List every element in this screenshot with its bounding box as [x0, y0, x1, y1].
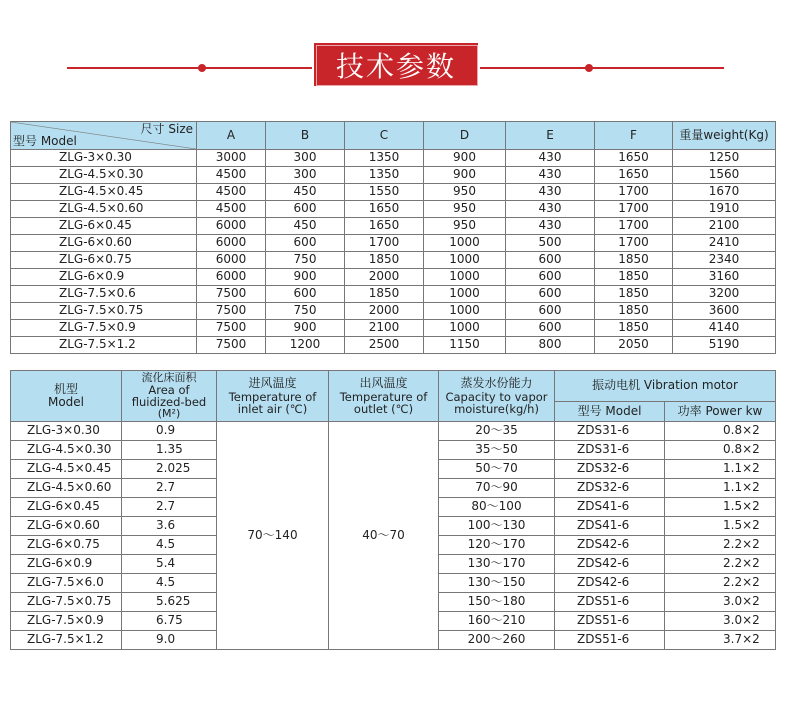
cell-d: 1000 [424, 303, 506, 320]
table-row [11, 286, 776, 303]
cell-model: ZLG-7.5×1.2 [11, 337, 197, 354]
table-row [11, 167, 776, 184]
area-header-en: Area of fluidized-bed [131, 382, 207, 409]
cell-e: 430 [506, 201, 595, 218]
cell-motor-model: ZDS42-6 [555, 536, 665, 555]
cell-motor-model: ZDS32-6 [555, 460, 665, 479]
cell-c: 1650 [345, 218, 424, 235]
cell-f: 1650 [595, 150, 673, 167]
cell-f: 1850 [595, 303, 673, 320]
cell-f: 1700 [595, 218, 673, 235]
cell-motor-model: ZDS31-6 [555, 441, 665, 460]
cell-capacity: 35～50 [439, 441, 555, 460]
cell-e: 600 [506, 286, 595, 303]
cell-c: 2100 [345, 320, 424, 337]
cell-model: ZLG-7.5×1.2 [11, 631, 122, 650]
cell-model: ZLG-6×0.60 [11, 235, 197, 252]
cell-d: 900 [424, 167, 506, 184]
cell-b: 450 [266, 218, 345, 235]
cell-motor-power: 2.2×2 [665, 574, 776, 593]
cell-a: 6000 [197, 235, 266, 252]
cell-e: 600 [506, 252, 595, 269]
cell-model: ZLG-7.5×0.75 [11, 593, 122, 612]
cell-d: 950 [424, 184, 506, 201]
cell-capacity: 80～100 [439, 498, 555, 517]
cell-c: 1550 [345, 184, 424, 201]
table-row [11, 269, 776, 286]
cell-e: 800 [506, 337, 595, 354]
table-row [11, 303, 776, 320]
cell-b: 750 [266, 303, 345, 320]
table-row [11, 337, 776, 354]
cell-motor-model: ZDS41-6 [555, 498, 665, 517]
cell-weight: 2410 [673, 235, 776, 252]
diagonal-header-cell [11, 122, 196, 149]
cell-model: ZLG-7.5×0.9 [11, 320, 197, 337]
cell-e: 430 [506, 218, 595, 235]
cell-weight: 2340 [673, 252, 776, 269]
outlet-temp-header-en: Temperature of outlet (℃) [339, 389, 428, 416]
cell-capacity: 20～35 [439, 422, 555, 441]
column-header-f: F [595, 122, 673, 150]
capacity-header-en: Capacity to vapor moisture(kg/h) [445, 389, 548, 416]
cell-motor-power: 1.1×2 [665, 460, 776, 479]
cell-d: 1000 [424, 252, 506, 269]
cell-a: 7500 [197, 337, 266, 354]
inlet-temp-header [217, 371, 329, 422]
cell-f: 1650 [595, 167, 673, 184]
table-row [11, 235, 776, 252]
column-header-weight: 重量weight(Kg) [673, 122, 776, 150]
cell-d: 900 [424, 150, 506, 167]
cell-d: 1000 [424, 269, 506, 286]
cell-motor-power: 1.5×2 [665, 498, 776, 517]
title-divider-left [67, 67, 313, 69]
cell-b: 900 [266, 320, 345, 337]
cell-weight: 3600 [673, 303, 776, 320]
cell-capacity: 150～180 [439, 593, 555, 612]
cell-capacity: 120～170 [439, 536, 555, 555]
cell-c: 2500 [345, 337, 424, 354]
cell-b: 600 [266, 235, 345, 252]
table-row [11, 218, 776, 235]
cell-model: ZLG-4.5×0.60 [11, 201, 197, 218]
table-row [11, 150, 776, 167]
cell-d: 950 [424, 201, 506, 218]
cell-b: 600 [266, 201, 345, 218]
cell-weight: 1910 [673, 201, 776, 218]
cell-area: 2.7 [122, 479, 217, 498]
inlet-temp-header-cn: 进风温度 [248, 376, 297, 391]
cell-area: 3.6 [122, 517, 217, 536]
cell-e: 500 [506, 235, 595, 252]
performance-header-row [11, 371, 776, 402]
cell-a: 3000 [197, 150, 266, 167]
cell-motor-power: 2.2×2 [665, 555, 776, 574]
column-header-d: D [424, 122, 506, 150]
cell-d: 1000 [424, 235, 506, 252]
vibration-motor-header: 振动电机 Vibration motor [555, 371, 776, 402]
cell-f: 1850 [595, 252, 673, 269]
column-header-c: C [345, 122, 424, 150]
cell-model: ZLG-6×0.75 [11, 536, 122, 555]
cell-model: ZLG-6×0.45 [11, 218, 197, 235]
cell-motor-model: ZDS51-6 [555, 593, 665, 612]
cell-motor-model: ZDS42-6 [555, 555, 665, 574]
cell-motor-power: 1.1×2 [665, 479, 776, 498]
cell-f: 2050 [595, 337, 673, 354]
cell-capacity: 100～130 [439, 517, 555, 536]
model-label: 型号 Model [13, 133, 77, 148]
cell-motor-model: ZDS32-6 [555, 479, 665, 498]
cell-model: ZLG-3×0.30 [11, 150, 197, 167]
cell-motor-model: ZDS51-6 [555, 612, 665, 631]
dimensions-table [10, 121, 776, 354]
cell-model: ZLG-6×0.9 [11, 555, 122, 574]
size-label: 尺寸 Size [140, 122, 193, 136]
cell-b: 450 [266, 184, 345, 201]
cell-capacity: 50～70 [439, 460, 555, 479]
table-row [11, 320, 776, 337]
cell-a: 4500 [197, 201, 266, 218]
model-header [11, 371, 122, 422]
column-header-e: E [506, 122, 595, 150]
cell-model: ZLG-7.5×0.75 [11, 303, 197, 320]
cell-e: 600 [506, 320, 595, 337]
cell-motor-power: 0.8×2 [665, 422, 776, 441]
cell-d: 1000 [424, 286, 506, 303]
cell-motor-model: ZDS42-6 [555, 574, 665, 593]
table-row [11, 201, 776, 218]
cell-weight: 2100 [673, 218, 776, 235]
motor-power-header: 功率 Power kw [665, 402, 776, 422]
cell-area: 1.35 [122, 441, 217, 460]
cell-a: 7500 [197, 286, 266, 303]
cell-outlet-temp: 40～70 [329, 422, 439, 650]
cell-area: 2.7 [122, 498, 217, 517]
cell-a: 4500 [197, 167, 266, 184]
cell-a: 6000 [197, 218, 266, 235]
cell-model: ZLG-4.5×0.30 [11, 441, 122, 460]
table-row [11, 252, 776, 269]
cell-model: ZLG-4.5×0.45 [11, 460, 122, 479]
cell-weight: 1670 [673, 184, 776, 201]
cell-motor-power: 1.5×2 [665, 517, 776, 536]
cell-model: ZLG-7.5×6.0 [11, 574, 122, 593]
cell-weight: 5190 [673, 337, 776, 354]
cell-model: ZLG-3×0.30 [11, 422, 122, 441]
area-header [122, 371, 217, 422]
cell-f: 1700 [595, 184, 673, 201]
cell-area: 0.9 [122, 422, 217, 441]
cell-b: 750 [266, 252, 345, 269]
cell-d: 1150 [424, 337, 506, 354]
cell-capacity: 130～170 [439, 555, 555, 574]
column-header-a: A [197, 122, 266, 150]
cell-weight: 3160 [673, 269, 776, 286]
cell-a: 6000 [197, 252, 266, 269]
cell-inlet-temp: 70～140 [217, 422, 329, 650]
cell-area: 4.5 [122, 574, 217, 593]
cell-model: ZLG-6×0.75 [11, 252, 197, 269]
dimensions-header-row [11, 122, 776, 150]
cell-e: 600 [506, 269, 595, 286]
motor-model-header: 型号 Model [555, 402, 665, 422]
cell-capacity: 130～150 [439, 574, 555, 593]
cell-c: 1700 [345, 235, 424, 252]
cell-model: ZLG-7.5×0.6 [11, 286, 197, 303]
cell-b: 1200 [266, 337, 345, 354]
cell-model: ZLG-4.5×0.45 [11, 184, 197, 201]
cell-capacity: 70～90 [439, 479, 555, 498]
cell-motor-power: 3.0×2 [665, 593, 776, 612]
cell-motor-power: 3.7×2 [665, 631, 776, 650]
cell-area: 6.75 [122, 612, 217, 631]
cell-model: ZLG-6×0.45 [11, 498, 122, 517]
cell-area: 2.025 [122, 460, 217, 479]
cell-c: 1850 [345, 252, 424, 269]
cell-f: 1850 [595, 320, 673, 337]
cell-model: ZLG-4.5×0.30 [11, 167, 197, 184]
cell-model: ZLG-6×0.60 [11, 517, 122, 536]
cell-c: 1650 [345, 201, 424, 218]
cell-d: 950 [424, 218, 506, 235]
cell-c: 1850 [345, 286, 424, 303]
table-row [11, 184, 776, 201]
cell-weight: 1250 [673, 150, 776, 167]
cell-f: 1850 [595, 286, 673, 303]
section-title: 技术参数 [312, 41, 480, 88]
capacity-header [439, 371, 555, 422]
cell-e: 430 [506, 150, 595, 167]
cell-model: ZLG-4.5×0.60 [11, 479, 122, 498]
outlet-temp-header-cn: 出风温度 [359, 376, 408, 391]
cell-b: 900 [266, 269, 345, 286]
cell-e: 430 [506, 184, 595, 201]
performance-table [10, 370, 776, 650]
model-header-cn: 机型 [53, 381, 78, 396]
cell-e: 600 [506, 303, 595, 320]
cell-f: 1700 [595, 235, 673, 252]
area-header-unit: (M²) [157, 407, 181, 421]
title-divider-right [480, 67, 724, 69]
cell-motor-model: ZDS41-6 [555, 517, 665, 536]
cell-capacity: 160～210 [439, 612, 555, 631]
cell-c: 1350 [345, 167, 424, 184]
cell-b: 300 [266, 150, 345, 167]
cell-b: 300 [266, 167, 345, 184]
cell-weight: 4140 [673, 320, 776, 337]
cell-model: ZLG-7.5×0.9 [11, 612, 122, 631]
cell-c: 2000 [345, 303, 424, 320]
capacity-header-cn: 蒸发水份能力 [460, 376, 533, 391]
outlet-temp-header [329, 371, 439, 422]
cell-motor-model: ZDS51-6 [555, 631, 665, 650]
cell-model: ZLG-6×0.9 [11, 269, 197, 286]
title-divider-dash-left [302, 67, 310, 69]
cell-b: 600 [266, 286, 345, 303]
cell-c: 1350 [345, 150, 424, 167]
cell-motor-model: ZDS31-6 [555, 422, 665, 441]
cell-a: 6000 [197, 269, 266, 286]
cell-a: 7500 [197, 320, 266, 337]
title-divider-dot-left [198, 64, 206, 72]
size-model-header [11, 122, 197, 150]
cell-motor-power: 0.8×2 [665, 441, 776, 460]
cell-weight: 1560 [673, 167, 776, 184]
cell-capacity: 200～260 [439, 631, 555, 650]
inlet-temp-header-en: Temperature of inlet air (℃) [228, 389, 317, 416]
cell-motor-power: 3.0×2 [665, 612, 776, 631]
cell-e: 430 [506, 167, 595, 184]
column-header-b: B [266, 122, 345, 150]
cell-area: 9.0 [122, 631, 217, 650]
cell-a: 4500 [197, 184, 266, 201]
cell-a: 7500 [197, 303, 266, 320]
cell-area: 5.625 [122, 593, 217, 612]
area-header-cn: 流化床面积 [141, 370, 197, 384]
cell-weight: 3200 [673, 286, 776, 303]
table-row [11, 422, 776, 441]
cell-area: 5.4 [122, 555, 217, 574]
cell-f: 1850 [595, 269, 673, 286]
model-header-en: Model [47, 395, 85, 409]
cell-motor-power: 2.2×2 [665, 536, 776, 555]
cell-c: 2000 [345, 269, 424, 286]
cell-f: 1700 [595, 201, 673, 218]
cell-area: 4.5 [122, 536, 217, 555]
cell-d: 1000 [424, 320, 506, 337]
